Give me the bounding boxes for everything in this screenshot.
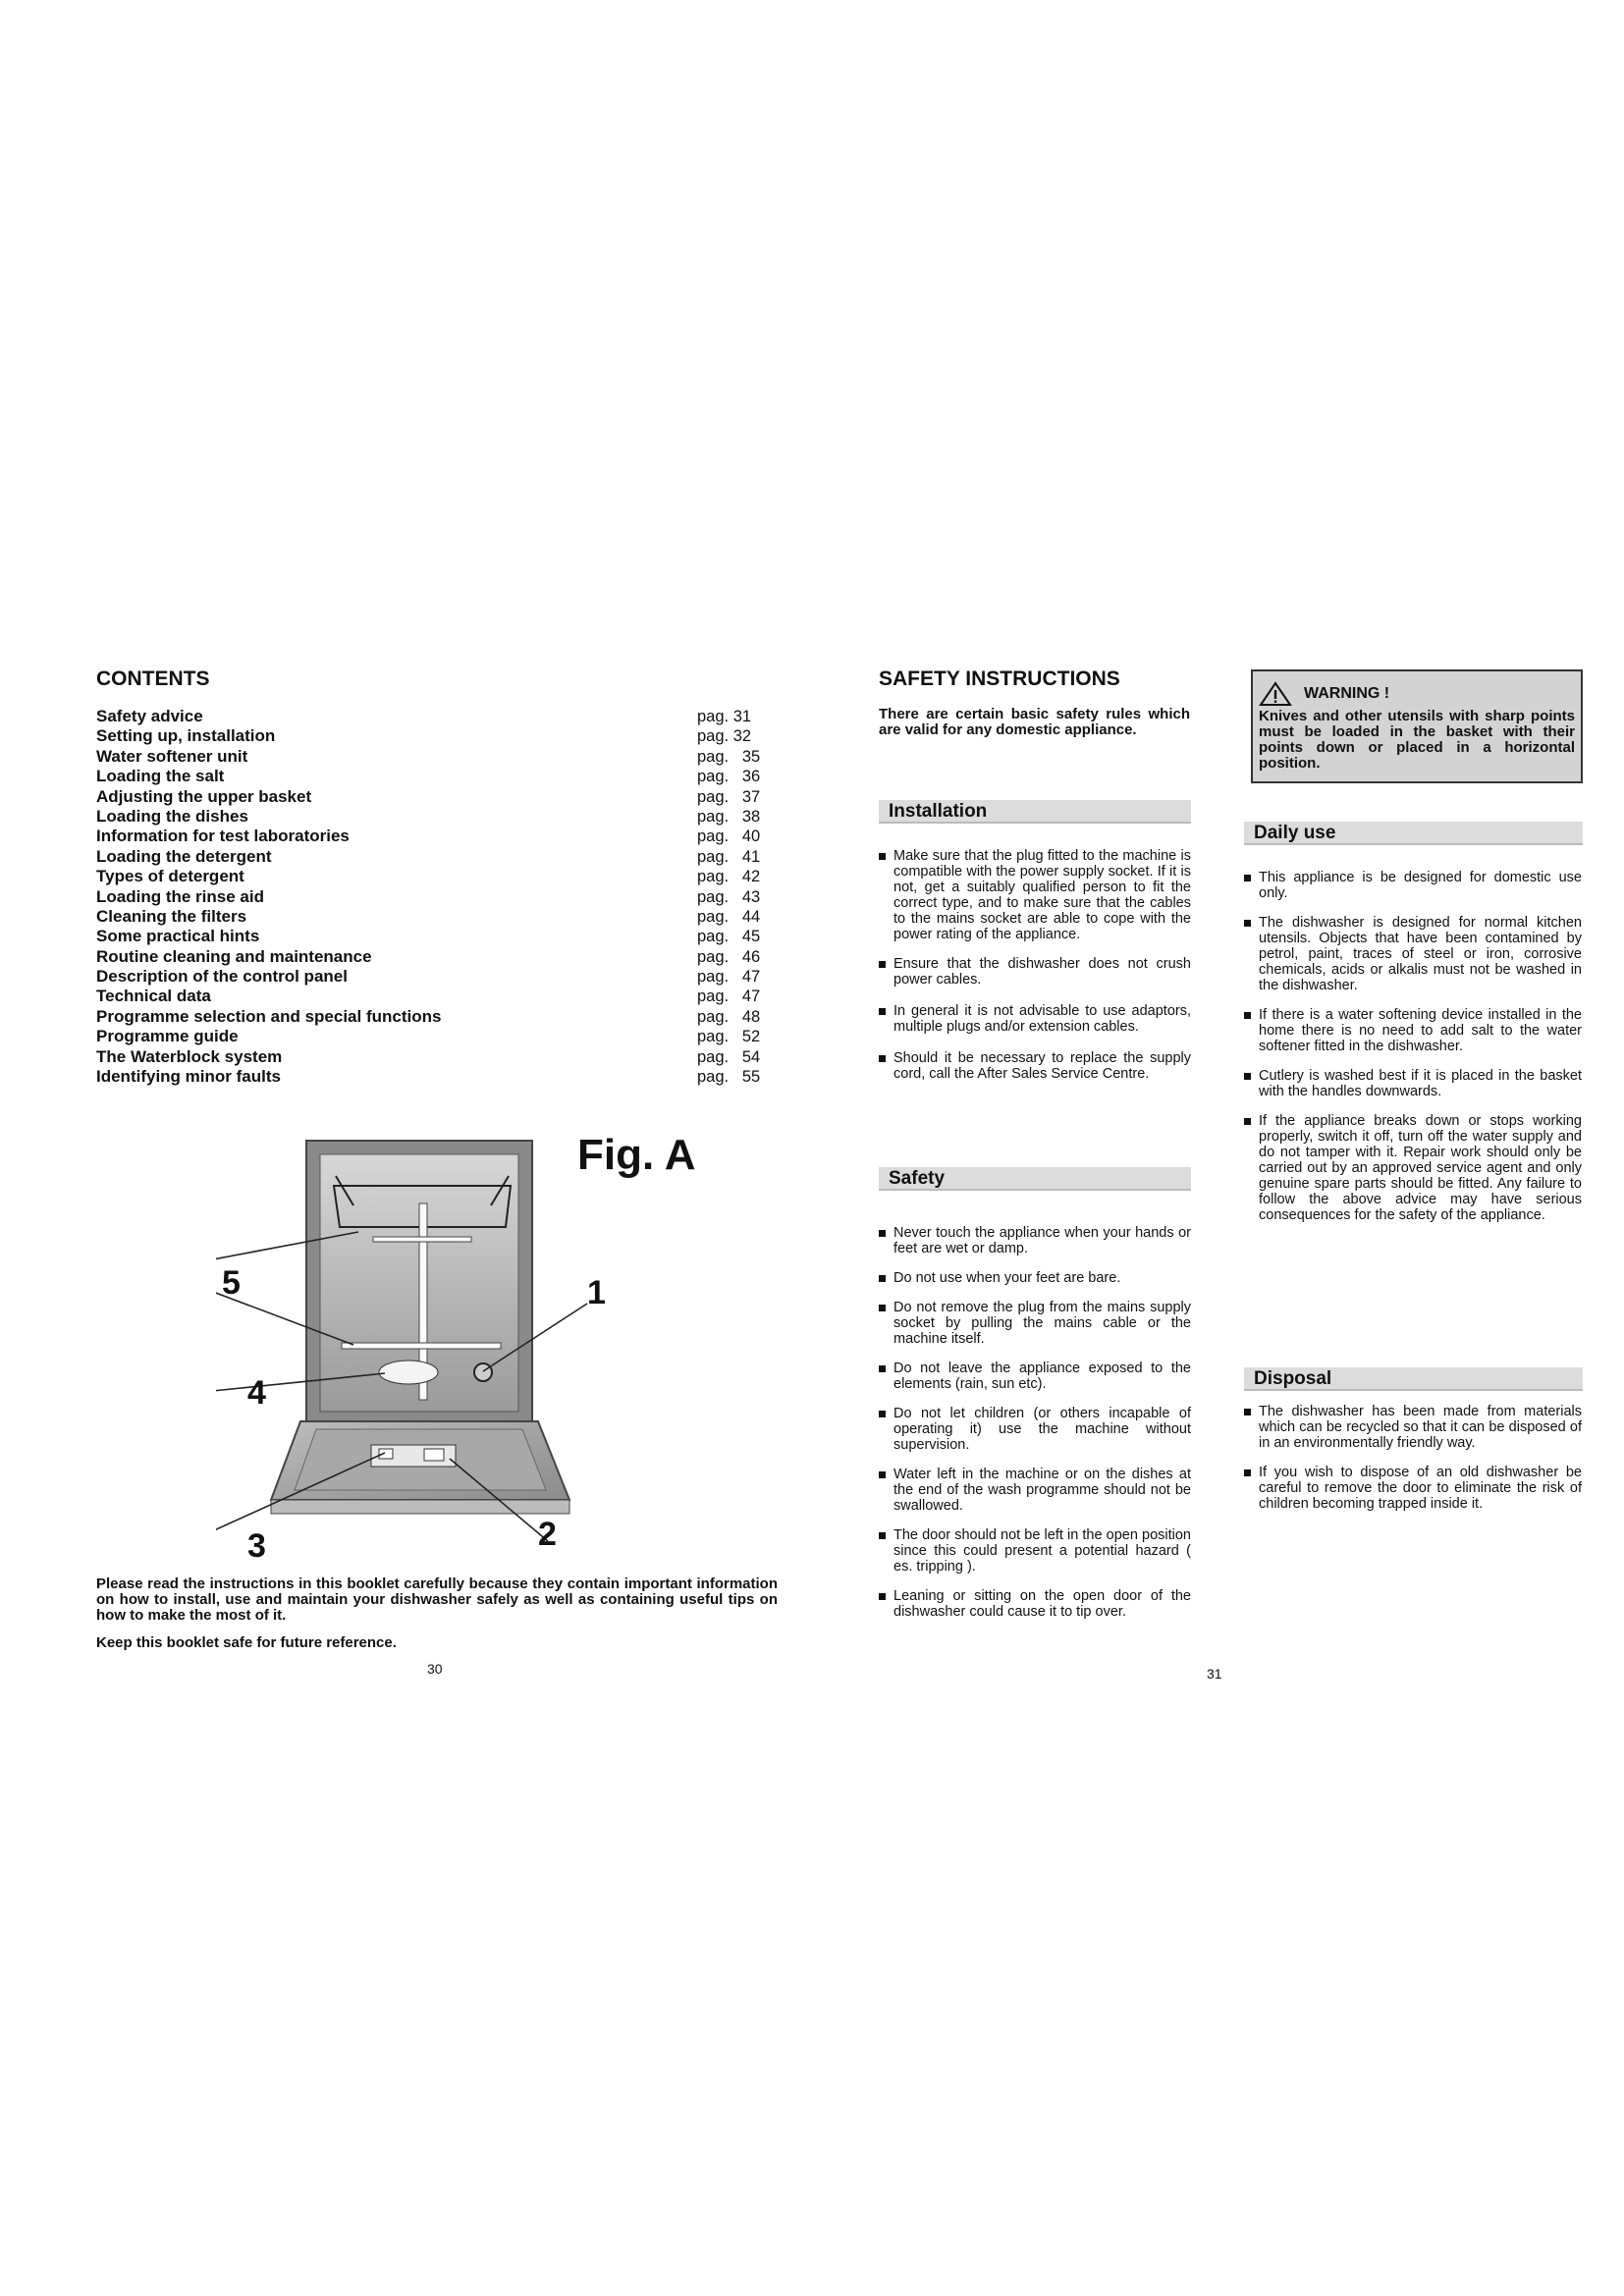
contents-item [96, 907, 776, 927]
warning-box [1251, 669, 1583, 783]
contents-item [96, 726, 776, 746]
contents-item [96, 887, 776, 907]
contents-item [96, 1067, 776, 1087]
page-number-left: 30 [427, 1661, 443, 1677]
contents-item [96, 947, 776, 967]
contents-item-title: Loading the detergent [96, 846, 272, 866]
contents-item-page: pag. 37 [697, 787, 761, 806]
contents-item [96, 807, 776, 827]
contents-item [96, 927, 776, 946]
bullet-item: If you wish to dispose of an old dishwasher be careful to remove the door to eliminate the risk of children becoming trapped inside it. [1244, 1465, 1582, 1512]
bullet-item: Leaning or sitting on the open door of the dishwasher could cause it to tip over. [879, 1588, 1191, 1620]
right-page [812, 0, 1624, 2296]
contents-item-title: Programme guide [96, 1027, 239, 1046]
contents-item-page: pag. 55 [697, 1068, 761, 1087]
contents-item-title: Types of detergent [96, 867, 244, 886]
contents-title: CONTENTS [96, 667, 210, 690]
contents-item-title: Adjusting the upper basket [96, 786, 312, 806]
contents-item-title: Identifying minor faults [96, 1067, 281, 1087]
contents-item [96, 707, 776, 726]
contents-item-page: pag. 40 [697, 828, 761, 846]
bullet-item: Do not let children (or others incapable of operating it) use the machine without supervision. [879, 1406, 1191, 1453]
bullet-item: In general it is not advisable to use adaptors, multiple plugs and/or extension cables. [879, 1003, 1191, 1035]
bullet-item: The door should not be left in the open position since this could present a potential hazard ( es. tripping ). [879, 1527, 1191, 1575]
contents-item-title: Routine cleaning and maintenance [96, 946, 372, 966]
bullet-item: Water left in the machine or on the dishes at the end of the wash programme should not be swallowed. [879, 1467, 1191, 1514]
page-number-right: 31 [1207, 1666, 1222, 1682]
contents-item-page: pag. 47 [697, 988, 761, 1006]
contents-list [96, 707, 776, 1087]
bullet-item: If there is a water softening device installed in the home there is no need to add salt to the water softener fitted in the dishwasher. [1244, 1007, 1582, 1054]
bullet-item: The dishwasher has been made from materials which can be recycled so that it can be disposed of in an environmentally friendly way. [1244, 1404, 1582, 1451]
safety-list [879, 1225, 1191, 1620]
contents-item-title: Some practical hints [96, 927, 260, 946]
daily-use-list [1244, 870, 1582, 1223]
contents-item-title: Loading the salt [96, 767, 225, 786]
contents-item-title: Setting up, installation [96, 726, 276, 746]
contents-item [96, 847, 776, 867]
contents-item-page: pag. 31 [697, 708, 752, 725]
disposal-list [1244, 1404, 1582, 1512]
contents-item-page: pag. 41 [697, 847, 761, 866]
safety-heading: Safety [879, 1167, 1191, 1191]
contents-item-page: pag. 54 [697, 1047, 761, 1066]
bullet-item: If the appliance breaks down or stops working properly, switch it off, turn off the water supply and do not tamper with it. Repair work should only be carried out by an approved service agent and only genuine spare parts should be fitted. Any failure to follow the above advice may have serious consequences for the safety of the appliance. [1244, 1113, 1582, 1223]
contents-item-title: Safety advice [96, 707, 203, 725]
contents-item-page: pag. 42 [697, 868, 761, 886]
callout-1: 1 [587, 1274, 606, 1311]
contents-item [96, 987, 776, 1006]
contents-item [96, 1027, 776, 1046]
keep-text: Keep this booklet safe for future reference. [96, 1634, 397, 1651]
contents-item-title: Description of the control panel [96, 967, 348, 987]
bullet-item: Do not use when your feet are bare. [879, 1270, 1191, 1286]
contents-item [96, 827, 776, 846]
bullet-item: Should it be necessary to replace the supply cord, call the After Sales Service Centre. [879, 1050, 1191, 1082]
bullet-item: Make sure that the plug fitted to the machine is compatible with the power supply socket. If it is not, get a suitably qualified person to fit the correct type, and to make sure that the cables to the mains socket are able to cope with the power rating of the appliance. [879, 848, 1191, 942]
contents-item-title: Technical data [96, 987, 211, 1006]
installation-list [879, 848, 1191, 1082]
contents-item-page: pag. 48 [697, 1007, 761, 1026]
figure-label: Fig. A [577, 1131, 696, 1179]
contents-item-page: pag. 38 [697, 807, 761, 826]
callout-5: 5 [222, 1264, 241, 1302]
contents-item-page: pag. 46 [697, 947, 761, 966]
contents-item-page: pag. 32 [697, 727, 752, 746]
contents-item-page: pag. 35 [697, 747, 761, 766]
contents-item-page: pag. 47 [697, 968, 761, 987]
contents-item-title: Information for test laboratories [96, 827, 350, 846]
contents-item-page: pag. 36 [697, 768, 761, 786]
contents-item-title: Cleaning the filters [96, 906, 247, 926]
bullet-item: Never touch the appliance when your hands or feet are wet or damp. [879, 1225, 1191, 1256]
intro-text: Please read the instructions in this booklet carefully because they contain important information on how to install, use and maintain your dishwasher safely as well as containing useful tips on how to make the most of it. [96, 1575, 778, 1624]
dishwasher-illustration [216, 1129, 628, 1580]
bullet-item: The dishwasher is designed for normal kitchen utensils. Objects that have been contamined by petrol, paint, traces of steel or iron, corrosive chemicals, acids or alkalis must not be washed in the dishwasher. [1244, 915, 1582, 993]
contents-item [96, 867, 776, 886]
warning-triangle-icon [1259, 681, 1292, 707]
contents-item-title: Loading the rinse aid [96, 886, 264, 906]
callout-4: 4 [247, 1374, 266, 1412]
contents-item [96, 1007, 776, 1027]
warning-text: Knives and other utensils with sharp points must be loaded in the basket with their points down or placed in a horizontal position. [1259, 708, 1575, 772]
daily-use-heading: Daily use [1244, 822, 1583, 845]
bullet-item: This appliance is be designed for domestic use only. [1244, 870, 1582, 901]
contents-item-title: Programme selection and special functions [96, 1006, 442, 1026]
bullet-item: Cutlery is washed best if it is placed in the basket with the handles downwards. [1244, 1068, 1582, 1099]
disposal-heading: Disposal [1244, 1367, 1583, 1391]
contents-item [96, 747, 776, 767]
contents-item-page: pag. 52 [697, 1028, 761, 1046]
contents-item [96, 967, 776, 987]
installation-heading: Installation [879, 800, 1191, 824]
safety-intro: There are certain basic safety rules which are valid for any domestic appliance. [879, 706, 1190, 738]
callout-3: 3 [247, 1527, 266, 1565]
bullet-item: Do not leave the appliance exposed to the elements (rain, sun etc). [879, 1361, 1191, 1392]
contents-item [96, 787, 776, 807]
contents-item-title: Water softener unit [96, 746, 248, 766]
contents-item-title: Loading the dishes [96, 806, 248, 826]
contents-item-title: The Waterblock system [96, 1046, 283, 1066]
contents-item-page: pag. 44 [697, 907, 761, 926]
safety-title: SAFETY INSTRUCTIONS [879, 667, 1120, 690]
dishwasher-figure [216, 1129, 628, 1580]
contents-item-page: pag. 45 [697, 928, 761, 946]
callout-2: 2 [538, 1516, 557, 1553]
bullet-item: Ensure that the dishwasher does not crush power cables. [879, 956, 1191, 988]
bullet-item: Do not remove the plug from the mains supply socket by pulling the mains cable or the machine itself. [879, 1300, 1191, 1347]
warning-title: WARNING ! [1304, 685, 1390, 702]
contents-item [96, 767, 776, 786]
contents-item-page: pag. 43 [697, 887, 761, 906]
contents-item [96, 1047, 776, 1067]
